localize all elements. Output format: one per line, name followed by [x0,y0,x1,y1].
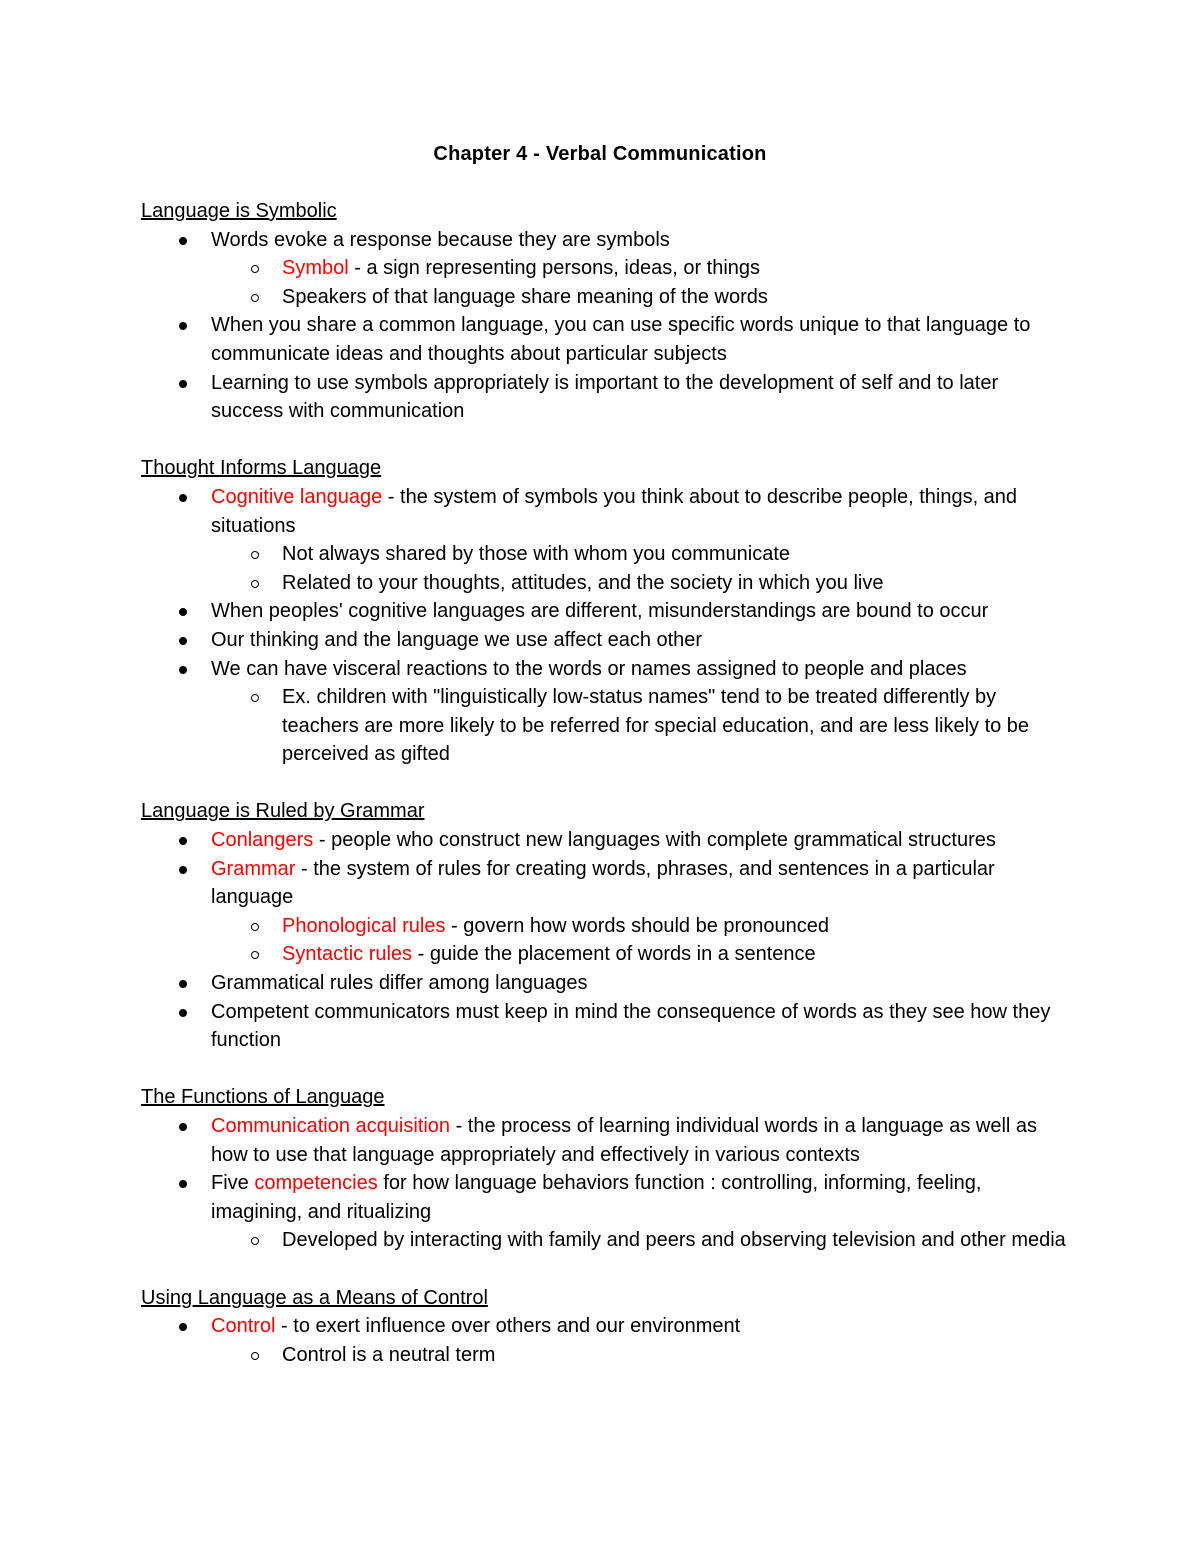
list-item [141,626,1071,655]
term-highlight: competencies [254,1172,378,1195]
bullet-text: We can have visceral reactions to the words or names assigned to people and places [211,657,967,680]
section-heading: Language is Symbolic [141,200,337,222]
bullet-list [141,826,1071,1055]
section [141,1284,1071,1370]
sub-list-item [141,569,1071,598]
term-highlight: Phonological rules [282,914,446,937]
sub-bullet-list [141,940,1071,969]
bullet-text: Five [211,1172,255,1195]
bullet-text: Grammatical rules differ among languages [211,972,588,995]
list-item [141,1169,1071,1255]
list-item [141,1112,1071,1169]
list-item [141,826,1071,855]
list-item [141,998,1071,1055]
term-highlight: Cognitive language [211,485,383,508]
sub-bullet-list [141,569,1071,598]
bullet-list [141,226,1071,426]
term-highlight: Grammar [211,857,296,880]
sub-list-item [141,1341,1071,1370]
list-item [141,855,1071,969]
sub-bullet-list [141,283,1071,312]
list-item [141,1312,1071,1369]
bullet-text: When peoples' cognitive languages are different, misunderstandings are bound to occur [211,600,989,623]
bullet-text: Developed by interacting with family and peers and observing television and other media [282,1229,1066,1252]
term-highlight: Conlangers [211,829,314,852]
bullet-text: - guide the placement of words in a sentence [412,943,816,966]
list-item [141,597,1071,626]
bullet-text: - the process of learning individual words in a language as well as how to use that language appropriately and effectively in various contexts [211,1115,1038,1166]
bullet-text: - the system of symbols you think about to describe people, things, and situations [211,485,1018,537]
section-heading: Using Language as a Means of Control [141,1286,488,1309]
bullet-text: Not always shared by those with whom you communicate [282,543,791,566]
sub-bullet-list [141,254,1071,283]
sub-bullet-list [141,1226,1071,1255]
bullet-text: - to exert influence over others and our environment [275,1315,741,1338]
list-item [141,226,1071,312]
term-highlight: Control [211,1315,276,1338]
bullet-text: Our thinking and the language we use affect each other [211,628,703,651]
sub-list-item [141,254,1071,283]
bullet-text: Speakers of that language share meaning of the words [282,285,768,308]
section [141,454,1071,769]
bullet-text: - the system of rules for creating words, phrases, and sentences in a particular language [211,857,995,909]
sub-bullet-list [141,912,1071,941]
bullet-text: Words evoke a response because they are symbols [211,228,670,251]
bullet-text: for how language behaviors function : controlling, informing, feeling, imagining, and ritualizing [211,1172,982,1223]
sub-bullet-list [141,683,1071,769]
list-item [141,969,1071,998]
section-heading: Language is Ruled by Grammar [141,800,425,823]
list-item [141,655,1071,769]
section [141,1083,1071,1255]
term-highlight: Syntactic rules [282,943,413,966]
section [141,797,1071,1054]
section [141,197,1071,426]
sub-list-item [141,1226,1071,1255]
page-title: Chapter 4 - Verbal Communication [433,143,767,165]
bullet-text: Learning to use symbols appropriately is important to the development of self and to later success with communication [211,371,999,423]
list-item [141,483,1071,597]
sub-list-item [141,912,1071,941]
sub-list-item [141,283,1071,312]
bullet-text: - people who construct new languages with complete grammatical structures [313,829,996,852]
bullet-text: Related to your thoughts, attitudes, and the society in which you live [282,571,884,594]
bullet-list [141,483,1071,769]
list-item [141,311,1071,368]
section-heading: Thought Informs Language [141,457,382,480]
sub-bullet-list [141,1341,1071,1370]
bullet-text: Competent communicators must keep in mind the consequence of words as they see how they function [211,1000,1051,1052]
bullet-text: When you share a common language, you can use specific words unique to that language to communicate ideas and thoughts about particular subjects [211,314,1031,365]
sub-list-item [141,540,1071,569]
sub-list-item [141,940,1071,969]
bullet-text: - a sign representing persons, ideas, or things [348,257,761,280]
document-body [141,197,1071,1398]
bullet-list [141,1112,1071,1255]
term-highlight: Symbol [282,257,349,280]
bullet-text: Ex. children with "linguistically low-status names" tend to be treated differently by teachers are more likely to be referred for special education, and are less likely to be perceived as gifted [282,686,1030,766]
bullet-text: - govern how words should be pronounced [445,914,830,937]
term-highlight: Communication acquisition [211,1115,451,1137]
sub-list-item [141,683,1071,769]
bullet-text: Control is a neutral term [282,1343,496,1366]
sub-bullet-list [141,540,1071,569]
bullet-list [141,1312,1071,1369]
list-item [141,369,1071,426]
section-heading: The Functions of Language [141,1086,385,1109]
